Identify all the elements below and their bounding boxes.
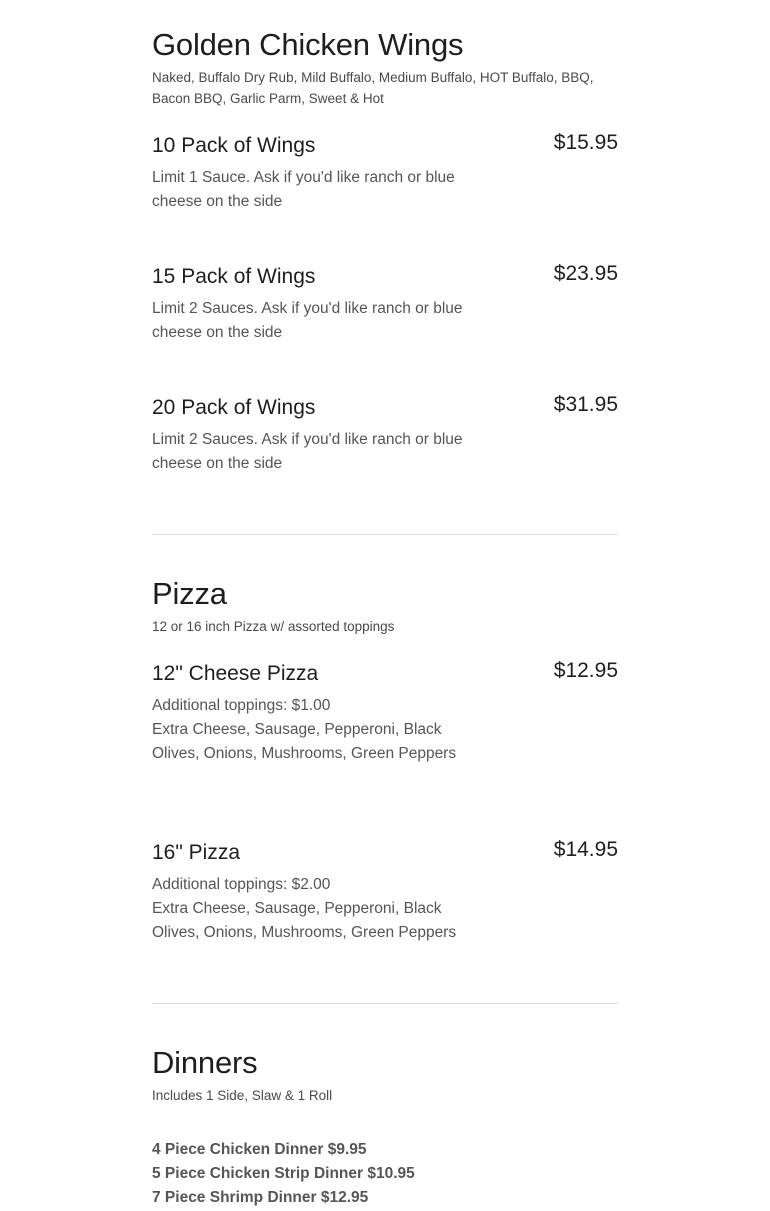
item-name: 15 Pack of Wings bbox=[152, 265, 316, 288]
menu-item bbox=[152, 661, 618, 766]
dinner-item: 4 Piece Chicken Dinner $9.95 bbox=[152, 1141, 367, 1158]
section-divider bbox=[152, 1003, 618, 1004]
item-description-line: Extra Cheese, Sausage, Pepperoni, Black Olives, Onions, Mushrooms, Green Peppers bbox=[152, 721, 457, 762]
item-name: 10 Pack of Wings bbox=[152, 134, 316, 157]
menu-item bbox=[152, 395, 618, 476]
section-title: Golden Chicken Wings bbox=[152, 27, 464, 62]
section-description: Includes 1 Side, Slaw & 1 Roll bbox=[152, 1088, 333, 1103]
menu-item bbox=[152, 133, 618, 214]
dinner-list bbox=[152, 1138, 618, 1210]
section-title: Dinners bbox=[152, 1045, 258, 1080]
item-description: Limit 2 Sauces. Ask if you'd like ranch or blue cheese on the side bbox=[152, 431, 463, 472]
section-description: 12 or 16 inch Pizza w/ assorted toppings bbox=[152, 619, 395, 634]
section-wings bbox=[152, 27, 618, 109]
section-pizza bbox=[152, 576, 618, 637]
item-description bbox=[152, 873, 492, 945]
section-divider bbox=[152, 534, 618, 535]
item-price: $12.95 bbox=[553, 659, 618, 682]
item-description-line: Extra Cheese, Sausage, Pepperoni, Black Olives, Onions, Mushrooms, Green Peppers bbox=[152, 900, 457, 941]
section-title: Pizza bbox=[152, 576, 227, 611]
item-price: $15.95 bbox=[553, 131, 618, 154]
item-description bbox=[152, 694, 492, 766]
item-price: $23.95 bbox=[553, 262, 618, 285]
item-description: Limit 1 Sauce. Ask if you'd like ranch or blue cheese on the side bbox=[152, 169, 455, 210]
item-price: $31.95 bbox=[553, 393, 618, 416]
item-description: Limit 2 Sauces. Ask if you'd like ranch or blue cheese on the side bbox=[152, 300, 463, 341]
item-name: 12" Cheese Pizza bbox=[152, 662, 319, 685]
menu-item bbox=[152, 840, 618, 945]
section-dinners bbox=[152, 1045, 618, 1106]
dinner-item: 7 Piece Shrimp Dinner $12.95 bbox=[152, 1189, 369, 1206]
menu-item bbox=[152, 264, 618, 345]
item-description-line: Additional toppings: $2.00 bbox=[152, 876, 331, 893]
item-price: $14.95 bbox=[553, 838, 618, 861]
section-description: Naked, Buffalo Dry Rub, Mild Buffalo, Medium Buffalo, HOT Buffalo, BBQ, Bacon BBQ, Garlic Parm, Sweet & Hot bbox=[152, 70, 594, 106]
item-description-line: Additional toppings: $1.00 bbox=[152, 697, 331, 714]
item-name: 20 Pack of Wings bbox=[152, 396, 316, 419]
dinner-item: 5 Piece Chicken Strip Dinner $10.95 bbox=[152, 1165, 415, 1182]
item-name: 16" Pizza bbox=[152, 841, 240, 864]
